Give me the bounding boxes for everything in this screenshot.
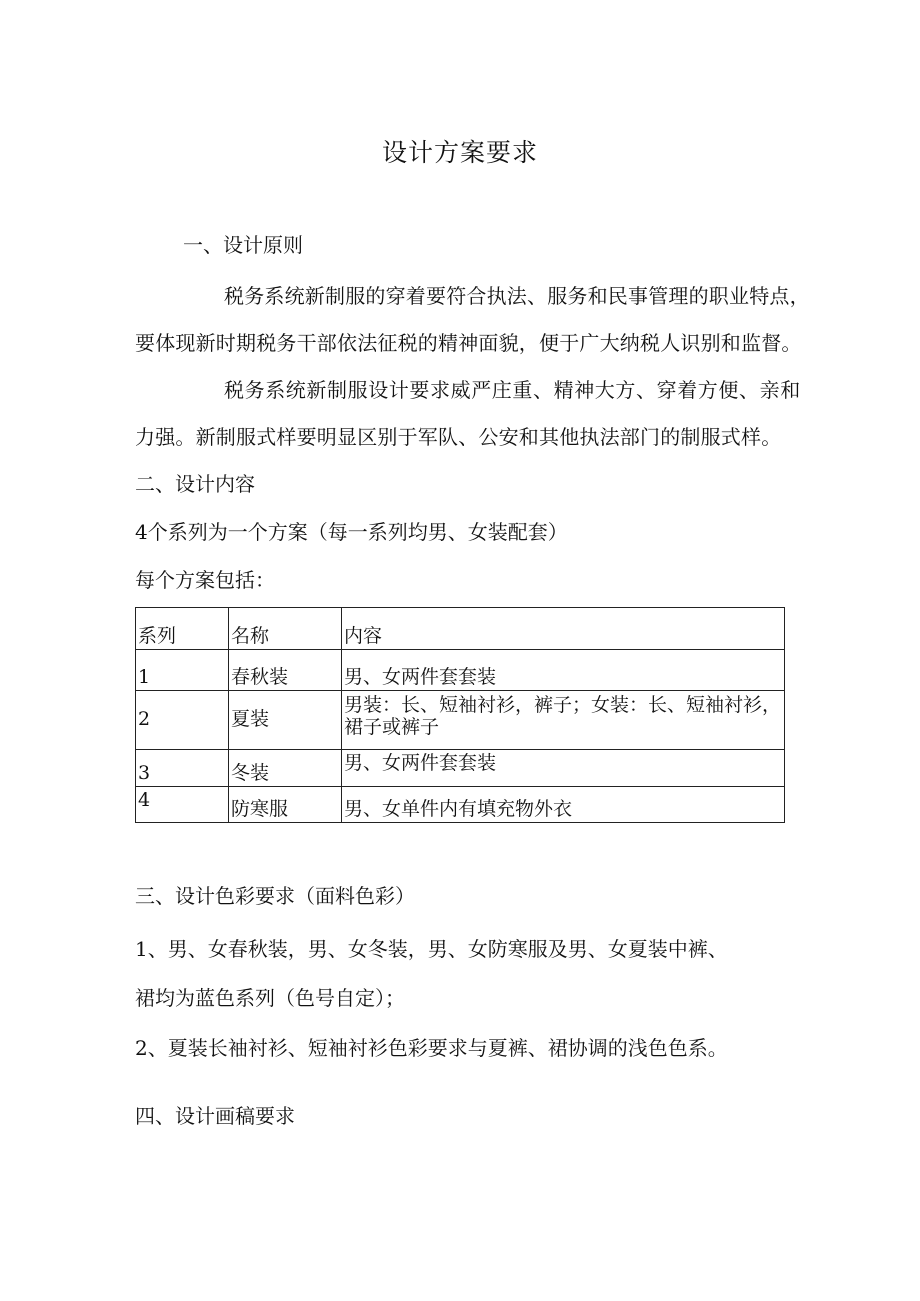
section-heading-content: 二、设计内容 [135, 472, 255, 496]
table-cell: 2 [136, 691, 229, 750]
paragraph-line: 每个方案包括： [135, 568, 275, 592]
table-header-row [136, 608, 785, 650]
table-row [136, 787, 785, 823]
table-header-cell: 名称 [229, 608, 342, 650]
paragraph-line: 力强。新制服式样要明显区别于军队、公安和其他执法部门的制服式样。 [135, 425, 782, 449]
series-table [135, 607, 785, 823]
table-cell: 4 [136, 787, 229, 823]
table-header-cell: 系列 [136, 608, 229, 650]
table-cell: 防寒服 [229, 787, 342, 823]
table-row [136, 650, 785, 691]
paragraph-line: 2、夏装长袖衬衫、短袖衬衫色彩要求与夏裤、裙协调的浅色色系。 [135, 1036, 728, 1060]
table-header-cell: 内容 [342, 608, 785, 650]
table-cell: 男、女单件内有填充物外衣 [342, 787, 785, 823]
paragraph-line: 裙均为蓝色系列（色号自定）； [135, 986, 405, 1010]
paragraph-line: 税务系统新制服的穿着要符合执法、服务和民事管理的职业特点， [224, 284, 810, 308]
paragraph-line: 1、男、女春秋装，男、女冬装，男、女防寒服及男、女夏装中裤、 [135, 937, 728, 961]
table-cell: 夏装 [229, 691, 342, 750]
section-heading-drafts: 四、设计画稿要求 [135, 1104, 295, 1128]
table-cell: 春秋装 [229, 650, 342, 691]
table-cell: 男装：长、短袖衬衫，裤子；女装：长、短袖衬衫，裙子或裤子 [342, 691, 785, 750]
paragraph-line: 税务系统新制服设计要求威严庄重、精神大方、穿着方便、亲和 [224, 378, 801, 402]
table-cell: 男、女两件套套装 [342, 750, 785, 787]
section-heading-colors: 三、设计色彩要求（面料色彩） [135, 884, 415, 908]
table-cell: 男、女两件套套装 [342, 650, 785, 691]
paragraph-line: 要体现新时期税务干部依法征税的精神面貌，便于广大纳税人识别和监督。 [135, 331, 802, 355]
table-cell: 冬装 [229, 750, 342, 787]
table-cell: 3 [136, 750, 229, 787]
table-cell: 1 [136, 650, 229, 691]
table-row [136, 691, 785, 750]
paragraph-line: 4个系列为一个方案（每一系列均男、女装配套） [135, 520, 568, 544]
page-title: 设计方案要求 [381, 138, 538, 167]
table-row [136, 750, 785, 787]
section-heading-principles: 一、设计原则 [183, 233, 303, 257]
